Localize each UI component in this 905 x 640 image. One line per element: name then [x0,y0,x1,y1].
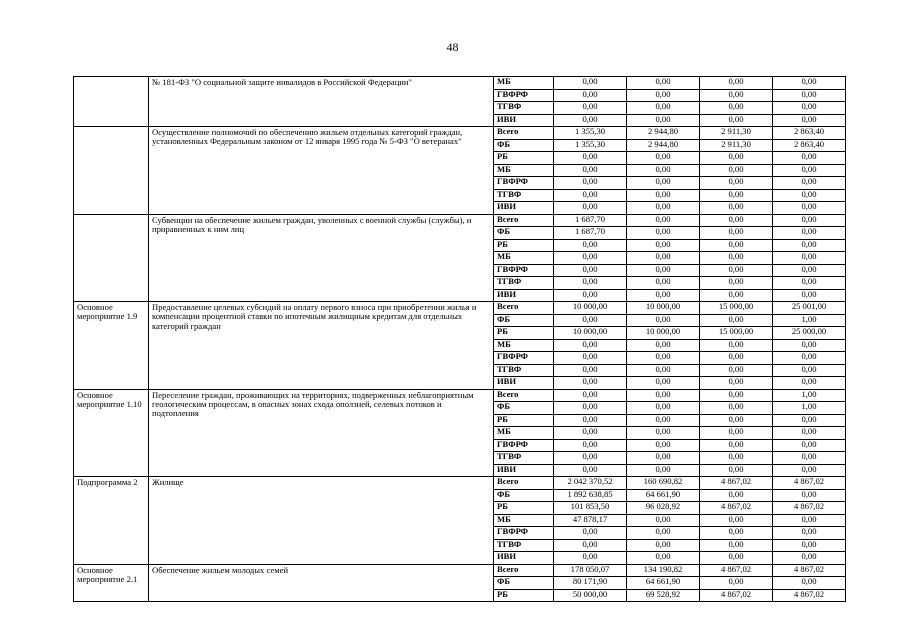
amount-cell: 0,00 [554,339,627,352]
amount-cell: 96 028,92 [627,502,700,515]
funding-source-cell: ГВФРФ [494,527,554,540]
amount-cell: 2 863,40 [773,127,846,140]
amount-cell: 0,00 [554,164,627,177]
amount-cell: 4 867,02 [700,589,773,602]
amount-cell: 47 878,17 [554,514,627,527]
amount-cell: 101 853,50 [554,502,627,515]
amount-cell: 0,00 [700,164,773,177]
amount-cell: 0,00 [700,552,773,565]
funding-source-cell: ФБ [494,139,554,152]
amount-cell: 4 867,02 [773,502,846,515]
amount-cell: 0,00 [700,102,773,115]
amount-cell: 0,00 [627,289,700,302]
funding-source-cell: МБ [494,514,554,527]
amount-cell: 25 000,00 [773,327,846,340]
amount-cell: 0,00 [700,377,773,390]
funding-source-cell: ТГВФ [494,102,554,115]
amount-cell: 0,00 [700,452,773,465]
amount-cell: 50 000,00 [554,589,627,602]
funding-source-cell: ФБ [494,314,554,327]
program-title-cell: Обеспечение жильем молодых семей [149,564,494,602]
amount-cell: 0,00 [773,189,846,202]
amount-cell: 0,00 [554,377,627,390]
amount-cell: 0,00 [554,402,627,415]
amount-cell: 0,00 [627,427,700,440]
amount-cell: 10 000,00 [627,327,700,340]
funding-source-cell: ГВФРФ [494,439,554,452]
amount-cell: 0,00 [773,539,846,552]
amount-cell: 4 867,02 [773,564,846,577]
funding-source-cell: ИВИ [494,289,554,302]
amount-cell: 0,00 [773,464,846,477]
amount-cell: 0,00 [700,427,773,440]
amount-cell: 0,00 [627,239,700,252]
program-label-cell [74,127,149,215]
funding-source-cell: ИВИ [494,202,554,215]
amount-cell: 80 171,90 [554,577,627,590]
amount-cell: 0,00 [773,339,846,352]
amount-cell: 4 867,02 [773,477,846,490]
amount-cell: 0,00 [773,252,846,265]
amount-cell: 4 867,02 [700,477,773,490]
amount-cell: 0,00 [627,202,700,215]
amount-cell: 0,00 [700,289,773,302]
table-row [74,564,846,577]
amount-cell: 0,00 [700,314,773,327]
amount-cell: 0,00 [700,339,773,352]
amount-cell: 0,00 [627,89,700,102]
amount-cell: 0,00 [773,239,846,252]
funding-source-cell: ИВИ [494,464,554,477]
table-row [74,214,846,227]
funding-source-cell: МБ [494,252,554,265]
amount-cell: 2 944,80 [627,127,700,140]
amount-cell: 0,00 [773,202,846,215]
funding-source-cell: ИВИ [494,552,554,565]
amount-cell: 2 944,80 [627,139,700,152]
amount-cell: 0,00 [554,114,627,127]
amount-cell: 0,00 [773,277,846,290]
amount-cell: 0,00 [554,152,627,165]
program-title-cell: Переселение граждан, проживающих на территориях, подверженных неблагоприятным геологическим процессам, в опасных зонах схода оползней, селевых потоков и подтопления [149,389,494,477]
amount-cell: 0,00 [700,577,773,590]
amount-cell: 0,00 [773,102,846,115]
funding-source-cell: Всего [494,477,554,490]
program-label-cell: Основное мероприятие 1.10 [74,389,149,477]
funding-source-cell: ФБ [494,402,554,415]
program-label-cell [74,214,149,302]
amount-cell: 15 000,00 [700,302,773,315]
amount-cell: 0,00 [773,577,846,590]
amount-cell: 0,00 [627,514,700,527]
amount-cell: 0,00 [627,227,700,240]
table-row [74,389,846,402]
amount-cell: 0,00 [554,414,627,427]
funding-source-cell: ТГВФ [494,364,554,377]
amount-cell: 0,00 [627,527,700,540]
amount-cell: 0,00 [627,464,700,477]
funding-source-cell: ИВИ [494,114,554,127]
budget-table [73,76,846,602]
amount-cell: 15 000,00 [700,327,773,340]
amount-cell: 10 000,00 [554,302,627,315]
amount-cell: 0,00 [700,77,773,90]
amount-cell: 0,00 [627,164,700,177]
amount-cell: 0,00 [700,202,773,215]
amount-cell: 0,00 [700,227,773,240]
table-row [74,127,846,140]
amount-cell: 64 661,90 [627,489,700,502]
amount-cell: 0,00 [627,177,700,190]
amount-cell: 0,00 [700,252,773,265]
funding-source-cell: ГВФРФ [494,177,554,190]
amount-cell: 0,00 [700,239,773,252]
funding-source-cell: Всего [494,564,554,577]
amount-cell: 160 690,82 [627,477,700,490]
amount-cell: 0,00 [700,439,773,452]
amount-cell: 0,00 [773,164,846,177]
amount-cell: 1 687,70 [554,227,627,240]
amount-cell: 4 867,02 [700,502,773,515]
program-label-cell [74,77,149,127]
amount-cell: 0,00 [554,277,627,290]
table-body [74,77,846,602]
funding-source-cell: Всего [494,127,554,140]
amount-cell: 0,00 [700,527,773,540]
funding-source-cell: ТГВФ [494,452,554,465]
amount-cell: 0,00 [773,489,846,502]
funding-source-cell: ГВФРФ [494,264,554,277]
amount-cell: 1,00 [773,402,846,415]
amount-cell: 0,00 [627,339,700,352]
amount-cell: 1,00 [773,314,846,327]
amount-cell: 0,00 [700,364,773,377]
amount-cell: 0,00 [627,152,700,165]
amount-cell: 0,00 [627,402,700,415]
amount-cell: 0,00 [554,552,627,565]
amount-cell: 0,00 [700,189,773,202]
amount-cell: 0,00 [700,414,773,427]
amount-cell: 1 687,70 [554,214,627,227]
amount-cell: 0,00 [627,414,700,427]
amount-cell: 0,00 [627,264,700,277]
amount-cell: 134 190,82 [627,564,700,577]
amount-cell: 0,00 [773,177,846,190]
funding-source-cell: Всего [494,214,554,227]
table-row [74,77,846,90]
amount-cell: 0,00 [627,552,700,565]
amount-cell: 10 000,00 [627,302,700,315]
amount-cell: 0,00 [554,289,627,302]
funding-source-cell: РБ [494,152,554,165]
amount-cell: 0,00 [554,464,627,477]
program-title-cell: № 181-ФЗ "О социальной защите инвалидов в Российской Федерации" [149,77,494,127]
amount-cell: 0,00 [700,177,773,190]
program-label-cell: Основное мероприятие 1.9 [74,302,149,390]
amount-cell: 0,00 [700,464,773,477]
amount-cell: 0,00 [773,364,846,377]
funding-source-cell: РБ [494,327,554,340]
amount-cell: 0,00 [773,77,846,90]
amount-cell: 0,00 [773,377,846,390]
amount-cell: 0,00 [554,427,627,440]
amount-cell: 0,00 [773,414,846,427]
amount-cell: 0,00 [627,364,700,377]
amount-cell: 0,00 [700,539,773,552]
amount-cell: 0,00 [554,177,627,190]
funding-source-cell: МБ [494,164,554,177]
funding-source-cell: Всего [494,302,554,315]
amount-cell: 0,00 [554,439,627,452]
amount-cell: 0,00 [554,352,627,365]
amount-cell: 0,00 [627,314,700,327]
funding-source-cell: РБ [494,414,554,427]
funding-source-cell: ГВФРФ [494,352,554,365]
amount-cell: 0,00 [627,352,700,365]
funding-source-cell: Всего [494,389,554,402]
funding-source-cell: МБ [494,77,554,90]
amount-cell: 0,00 [700,352,773,365]
amount-cell: 0,00 [554,539,627,552]
amount-cell: 4 867,02 [700,564,773,577]
amount-cell: 0,00 [554,202,627,215]
funding-source-cell: РБ [494,589,554,602]
amount-cell: 2 911,30 [700,139,773,152]
program-title-cell: Осуществление полномочий по обеспечению жильем отдельных категорий граждан, установленных Федеральным законом от 12 января 1995 года № 5-ФЗ "О ветеранах" [149,127,494,215]
amount-cell: 1 355,30 [554,127,627,140]
funding-source-cell: ТГВФ [494,277,554,290]
amount-cell: 25 001,00 [773,302,846,315]
amount-cell: 0,00 [773,227,846,240]
amount-cell: 0,00 [700,277,773,290]
amount-cell: 0,00 [700,114,773,127]
amount-cell: 4 867,02 [773,589,846,602]
amount-cell: 0,00 [554,189,627,202]
amount-cell: 0,00 [627,277,700,290]
funding-source-cell: МБ [494,339,554,352]
funding-source-cell: МБ [494,427,554,440]
program-title-cell: Предоставление целевых субсидий на оплату первого взноса при приобретении жилья и компенсации процентной ставки по ипотечным жилищным кредитам для отдельных категорий граждан [149,302,494,390]
amount-cell: 0,00 [627,539,700,552]
amount-cell: 0,00 [773,514,846,527]
amount-cell: 0,00 [554,314,627,327]
amount-cell: 10 000,00 [554,327,627,340]
amount-cell: 0,00 [700,389,773,402]
funding-source-cell: ИВИ [494,377,554,390]
amount-cell: 0,00 [700,264,773,277]
amount-cell: 0,00 [627,252,700,265]
amount-cell: 0,00 [554,364,627,377]
table-row [74,477,846,490]
funding-source-cell: ФБ [494,227,554,240]
amount-cell: 0,00 [627,377,700,390]
amount-cell: 2 911,30 [700,127,773,140]
amount-cell: 0,00 [554,527,627,540]
funding-source-cell: РБ [494,502,554,515]
amount-cell: 0,00 [627,189,700,202]
table-row [74,302,846,315]
funding-source-cell: ФБ [494,577,554,590]
amount-cell: 0,00 [554,102,627,115]
amount-cell: 0,00 [627,452,700,465]
amount-cell: 1 355,30 [554,139,627,152]
amount-cell: 0,00 [554,77,627,90]
amount-cell: 0,00 [773,452,846,465]
funding-source-cell: ТГВФ [494,189,554,202]
amount-cell: 2 042 370,52 [554,477,627,490]
amount-cell: 0,00 [700,152,773,165]
program-title-cell: Жилище [149,477,494,565]
amount-cell: 2 863,40 [773,139,846,152]
amount-cell: 0,00 [627,102,700,115]
amount-cell: 0,00 [700,214,773,227]
program-title-cell: Субвенции на обеспечение жильем граждан, уволенных с военной службы (службы), и приравненных к ним лиц [149,214,494,302]
amount-cell: 0,00 [627,389,700,402]
amount-cell: 0,00 [773,352,846,365]
amount-cell: 0,00 [554,252,627,265]
amount-cell: 1 892 638,85 [554,489,627,502]
amount-cell: 0,00 [700,514,773,527]
amount-cell: 0,00 [773,264,846,277]
funding-source-cell: ГВФРФ [494,89,554,102]
amount-cell: 0,00 [773,527,846,540]
amount-cell: 1,00 [773,389,846,402]
amount-cell: 0,00 [554,264,627,277]
amount-cell: 0,00 [700,489,773,502]
funding-source-cell: ФБ [494,489,554,502]
amount-cell: 0,00 [773,552,846,565]
program-label-cell: Подпрограмма 2 [74,477,149,565]
amount-cell: 0,00 [627,114,700,127]
amount-cell: 69 528,92 [627,589,700,602]
amount-cell: 0,00 [700,402,773,415]
amount-cell: 0,00 [554,239,627,252]
amount-cell: 178 050,07 [554,564,627,577]
amount-cell: 0,00 [554,452,627,465]
amount-cell: 0,00 [773,114,846,127]
funding-source-cell: ТГВФ [494,539,554,552]
amount-cell: 0,00 [554,389,627,402]
amount-cell: 0,00 [773,89,846,102]
amount-cell: 0,00 [773,289,846,302]
amount-cell: 0,00 [554,89,627,102]
amount-cell: 0,00 [773,427,846,440]
amount-cell: 0,00 [627,214,700,227]
amount-cell: 0,00 [773,439,846,452]
amount-cell: 0,00 [627,77,700,90]
amount-cell: 0,00 [700,89,773,102]
page-number: 48 [446,40,459,54]
amount-cell: 64 661,90 [627,577,700,590]
program-label-cell: Основное мероприятие 2.1 [74,564,149,602]
amount-cell: 0,00 [627,439,700,452]
amount-cell: 0,00 [773,214,846,227]
funding-source-cell: РБ [494,239,554,252]
amount-cell: 0,00 [773,152,846,165]
